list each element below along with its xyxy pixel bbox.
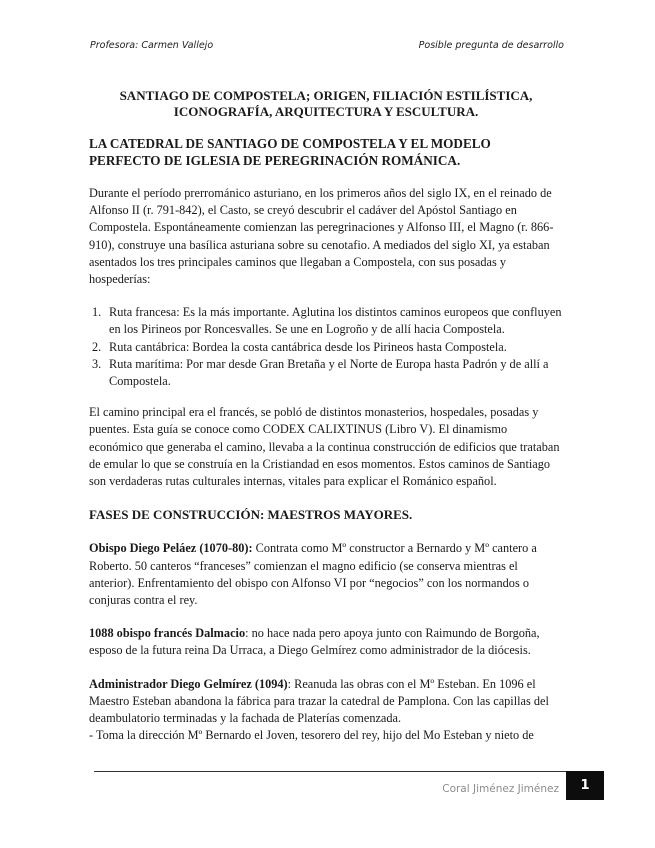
document-body — [89, 88, 563, 744]
list-item — [89, 304, 563, 338]
phase-bold: Administrador Diego Gelmírez (1094) — [89, 676, 288, 691]
footer-author: Coral Jiménez Jiménez — [442, 783, 559, 795]
footer-divider — [94, 771, 566, 772]
phase-text: : no hace nada pero apoya junto con Raimundo de Borgoña, esposo de la futura reina Da Urraca, a Diego Gelmírez como administrador de la diócesis. — [89, 626, 540, 658]
list-item — [89, 339, 563, 356]
list-text: Ruta marítima: Por mar desde Gran Bretaña y el Norte de Europa hasta Padrón y de allí a Compostela. — [109, 356, 549, 389]
phase-bold: 1088 obispo francés Dalmacio — [89, 626, 246, 641]
routes-list — [89, 304, 563, 390]
list-number: 2. — [92, 339, 102, 354]
list-number: 3. — [92, 356, 102, 371]
phase-bold: Obispo Diego Peláez (1070-80): — [89, 541, 253, 556]
phase-paragraph — [89, 625, 563, 659]
phase-text: Contrata como Mº constructor a Bernardo y Mº cantero a Roberto. 50 canteros “franceses” comienzan el magno edificio (se conserva mientras el anterior). Enfrentamiento del obispo con Alfonso VI por “negocios” con los normandos o conjuras contra el rey. — [89, 541, 537, 608]
phase-extra-line: - Toma la dirección Mº Bernardo el Joven, tesorero del rey, hijo del Mo Esteban y nieto de — [89, 728, 534, 743]
header-right: Posible pregunta de desarrollo — [418, 40, 564, 51]
phase-paragraph — [89, 676, 563, 728]
intro-paragraph: Durante el período prerrománico asturiano, en los primeros años del siglo IX, en el reinado de Alfonso II (r. 791-842), el Casto, se creyó descubrir el cadáver del Apóstol Santiago en Compostela. Espontáneamente comienzan las peregrinaciones y Alfonso III, el Magno (r. 866-910), construye una basílica asturiana sobre su cenotafio. A mediados del siglo XI, ya estaban asentados los tres principales caminos que llegaban a Compostela, con sus posadas y hospederías: — [89, 186, 554, 287]
phase-paragraph — [89, 540, 563, 609]
section-title: LA CATEDRAL DE SANTIAGO DE COMPOSTELA Y EL MODELO PERFECTO DE IGLESIA DE PEREGRINACIÓN ROMÁNICA. — [89, 136, 491, 168]
list-text: Ruta francesa: Es la más importante. Aglutina los distintos caminos europeos que confluyen en los Pirineos por Roncesvalles. Se une en Logroño y de allí hacia Compostela. — [109, 305, 562, 337]
page-title: SANTIAGO DE COMPOSTELA; ORIGEN, FILIACIÓN ESTILÍSTICA, ICONOGRAFÍA, ARQUITECTURA Y ESCULTURA. — [119, 88, 533, 119]
header-left: Profesora: Carmen Vallejo — [90, 40, 214, 51]
list-number: 1. — [92, 305, 102, 320]
list-text: Ruta cantábrica: Bordea la costa cantábrica desde los Pirineos hasta Compostela. — [109, 339, 507, 354]
phase-text: : Reanuda las obras con el Mº Esteban. En 1096 el Maestro Esteban abandona la fábrica para trazar la catedral de Pamplona. Con las capillas del deambulatorio terminadas y la fachada de Platerías comenzada. — [89, 676, 549, 726]
camino-paragraph: El camino principal era el francés, se pobló de distintos monasterios, hospedales, posadas y puentes. Esta guía se conoce como CODEX CALIXTINUS (Libro V). El dinamismo económico que generaba el camino, llevaba a la continua construcción de edificios que trataban de emular lo que se construía en la Cristiandad en esos momentos. Estos caminos de Santiago son verdaderas rutas culturales internas, vitales para explicar el Románico español. — [89, 405, 560, 489]
phases-title: FASES DE CONSTRUCCIÓN: MAESTROS MAYORES. — [89, 507, 413, 523]
page-number: 1 — [566, 771, 604, 800]
list-item — [89, 356, 563, 390]
